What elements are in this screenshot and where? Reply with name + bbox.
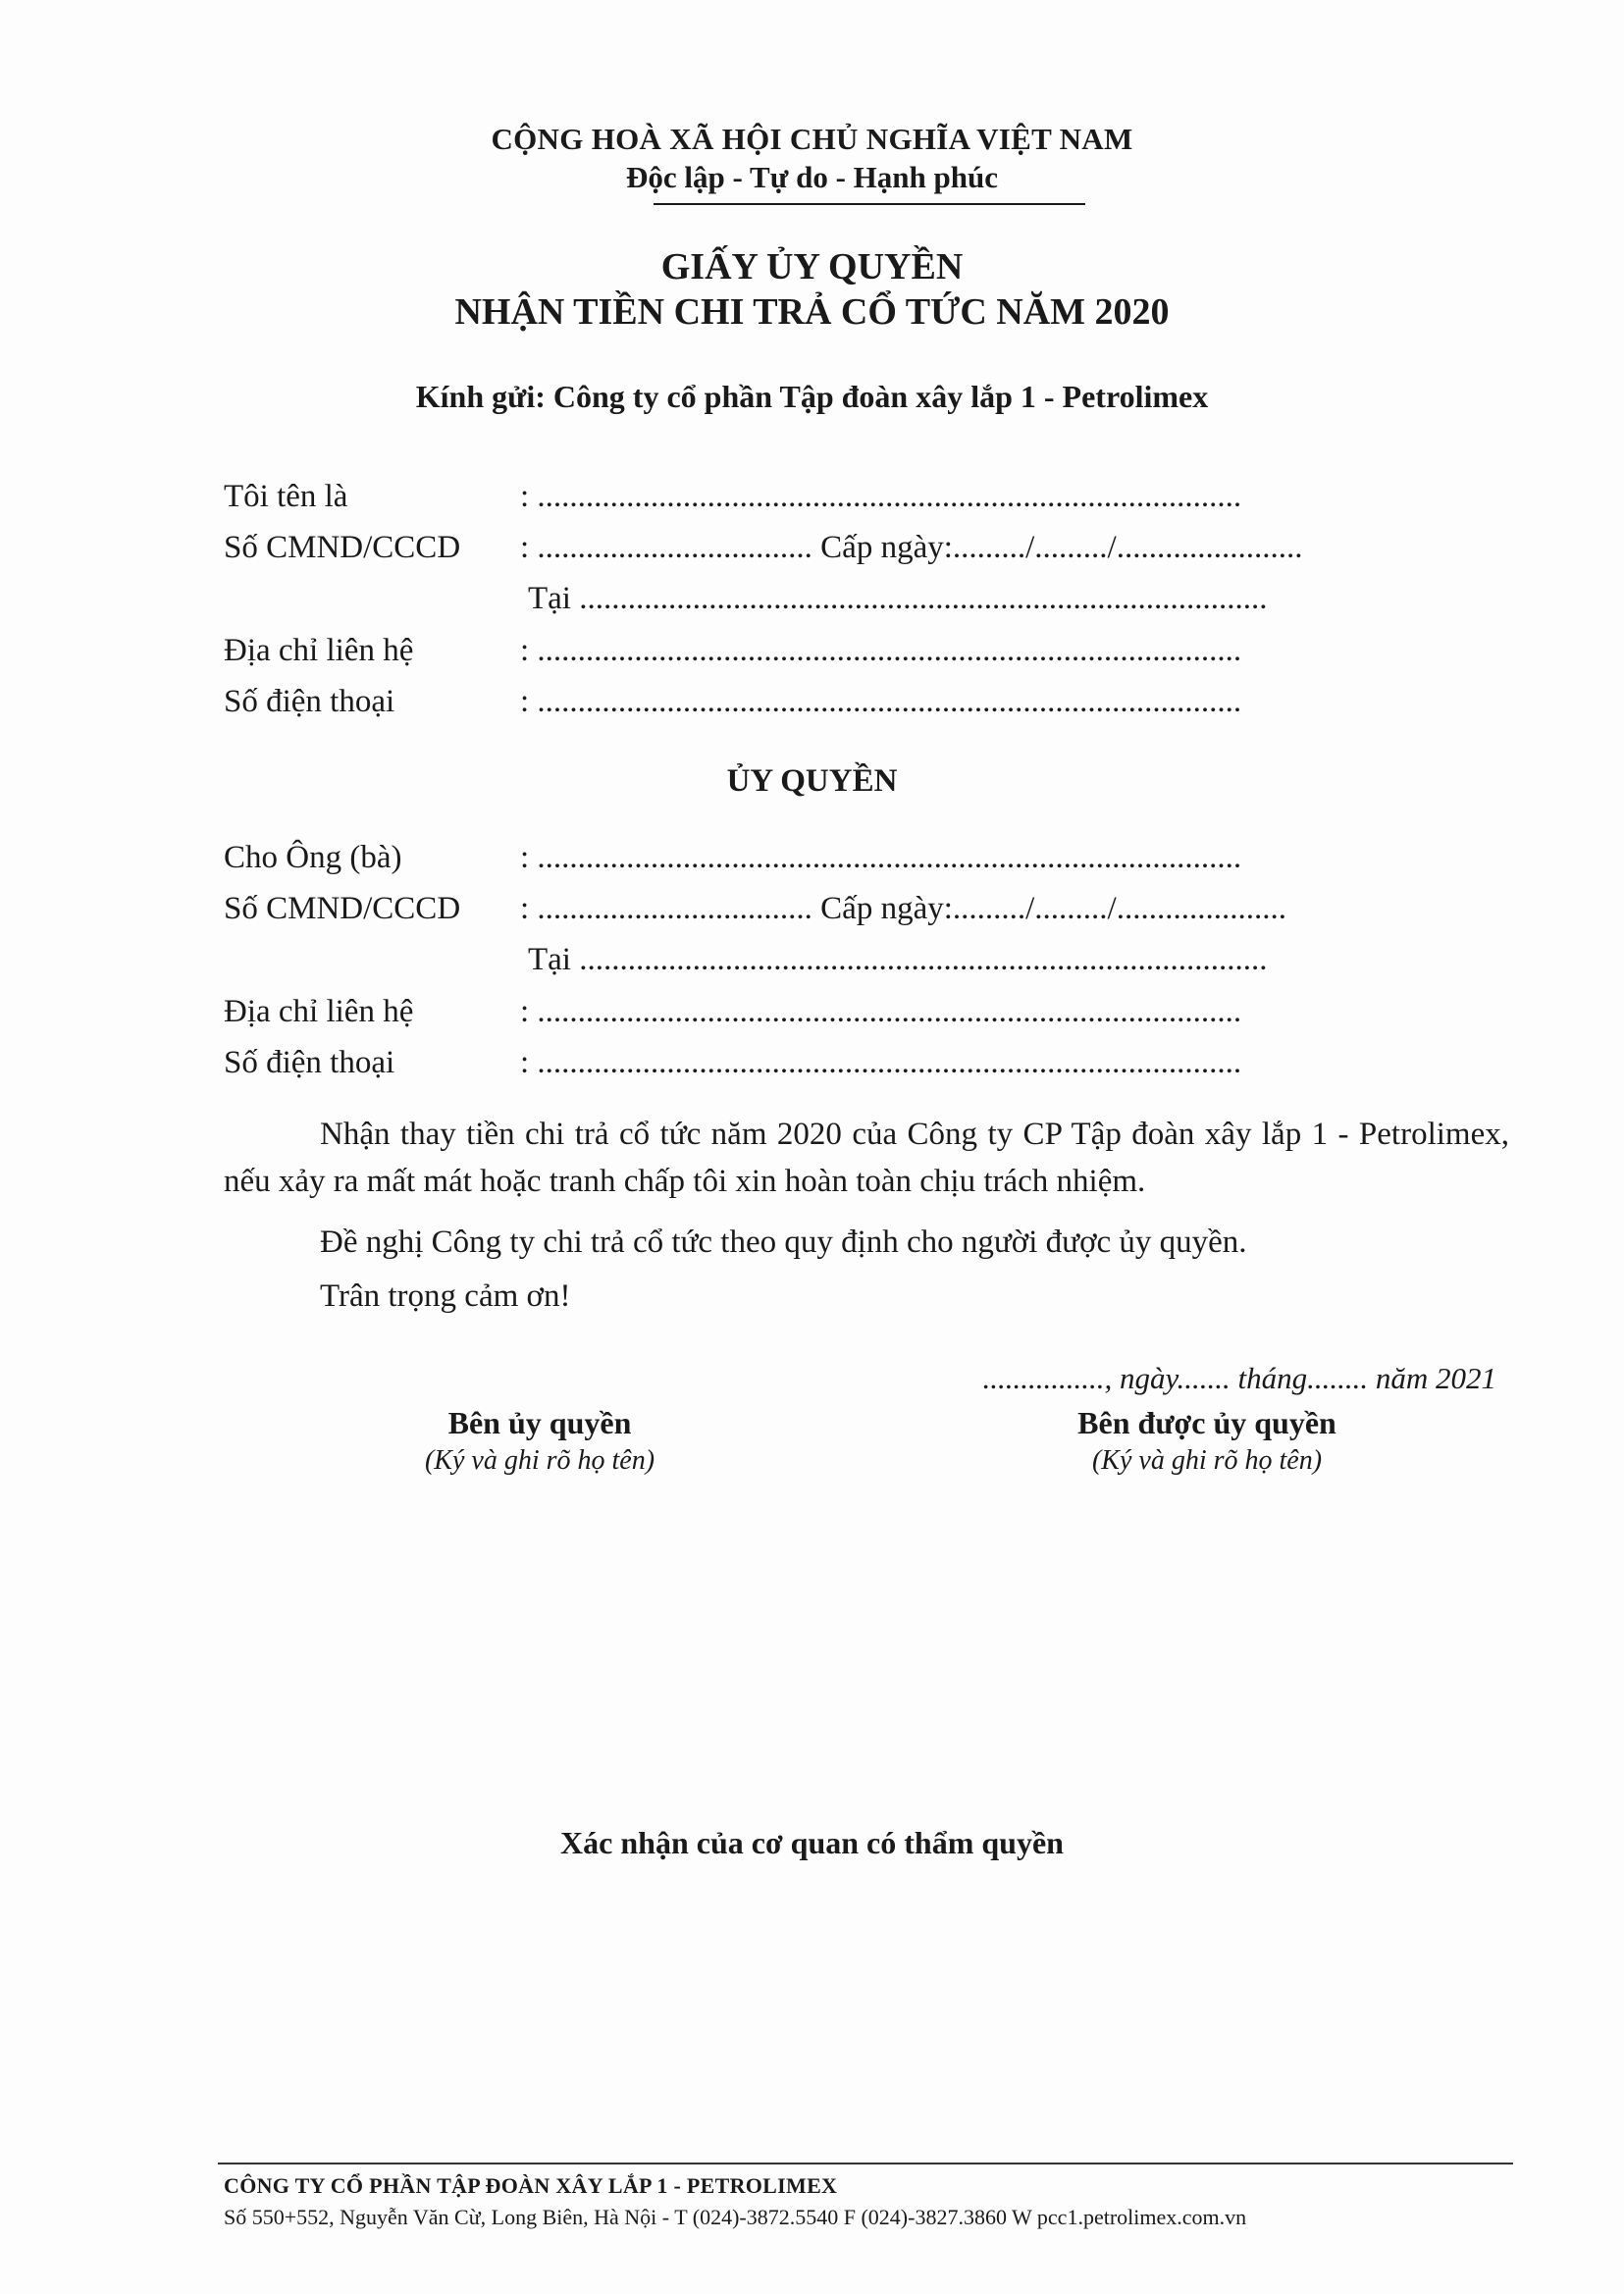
delegate-signature-title: Bên được ủy quyền <box>1077 1405 1336 1440</box>
body-paragraph-2: Đề nghị Công ty chi trả cổ tức theo quy định cho người được ủy quyền. <box>320 1225 1247 1260</box>
footer-divider <box>218 2163 1513 2164</box>
grantor-id-row <box>224 530 1509 575</box>
date-line[interactable]: ................, ngày....... tháng........ năm 2021 <box>982 1361 1496 1395</box>
delegate-address-row <box>224 994 1509 1039</box>
grantor-phone-row <box>224 684 1509 729</box>
grantor-phone-label: Số điện thoại <box>224 684 395 719</box>
document-title: GIẤY ỦY QUYỀN <box>660 246 964 287</box>
footer-address: Số 550+552, Nguyễn Văn Cừ, Long Biên, Hà Nội - T (024)-3872.5540 F (024)-3827.3860 W pcc1.petrolimex.com.vn <box>224 2205 1247 2229</box>
grantor-name-label: Tôi tên là <box>224 479 348 514</box>
national-motto: Độc lập - Tự do - Hạnh phúc <box>626 160 998 194</box>
delegate-place-field[interactable]: Tại ..................................................................................... <box>528 942 1268 977</box>
delegate-name-field[interactable]: : ....................................................................................... <box>520 840 1242 875</box>
grantor-signature-title: Bên ủy quyền <box>447 1405 632 1440</box>
delegate-id-row <box>224 891 1509 936</box>
delegate-address-label: Địa chỉ liên hệ <box>224 994 414 1029</box>
grantor-place-field[interactable]: Tại ..................................................................................... <box>528 581 1268 616</box>
delegate-address-field[interactable]: : ....................................................................................... <box>520 994 1242 1029</box>
delegate-id-field[interactable]: : .................................. Cấp ngày:........./........./..................... <box>520 891 1286 926</box>
delegate-name-row <box>224 840 1509 885</box>
recipient-line: Kính gửi: Công ty cổ phần Tập đoàn xây lắp 1 - Petrolimex <box>415 379 1209 414</box>
grantor-address-label: Địa chỉ liên hệ <box>224 633 414 668</box>
grantor-address-row <box>224 633 1509 678</box>
grantor-place-row <box>224 581 1509 626</box>
delegate-phone-row <box>224 1045 1509 1090</box>
delegate-name-label: Cho Ông (bà) <box>224 840 402 875</box>
grantor-name-field[interactable]: : ....................................................................................... <box>520 479 1242 514</box>
grantor-id-field[interactable]: : .................................. Cấp ngày:........./........./....................... <box>520 530 1303 565</box>
delegate-id-label: Số CMND/CCCD <box>224 891 461 926</box>
delegate-place-row <box>224 942 1509 987</box>
authority-confirmation: Xác nhận của cơ quan có thẩm quyền <box>560 1825 1064 1860</box>
delegate-phone-field[interactable]: : ....................................................................................... <box>520 1045 1242 1080</box>
document-subtitle: NHẬN TIỀN CHI TRẢ CỔ TỨC NĂM 2020 <box>454 291 1170 333</box>
grantor-phone-field[interactable]: : ....................................................................................... <box>520 684 1242 719</box>
delegate-phone-label: Số điện thoại <box>224 1045 395 1080</box>
national-title: CỘNG HOÀ XÃ HỘI CHỦ NGHĨA VIỆT NAM <box>491 122 1133 156</box>
footer-company-name: CÔNG TY CỔ PHẦN TẬP ĐOÀN XÂY LẮP 1 - PETROLIMEX <box>224 2173 838 2198</box>
body-paragraph-3: Trân trọng cảm ơn! <box>320 1278 571 1314</box>
delegate-signature-note: (Ký và ghi rõ họ tên) <box>1091 1445 1323 1476</box>
grantor-id-label: Số CMND/CCCD <box>224 530 461 565</box>
grantor-name-row <box>224 479 1509 524</box>
grantor-address-field[interactable]: : ....................................................................................... <box>520 633 1242 668</box>
motto-underline <box>654 203 1085 205</box>
body-paragraph-1: Nhận thay tiền chi trả cổ tức năm 2020 của Công ty CP Tập đoàn xây lắp 1 - Petrolimex, nếu xảy ra mất mát hoặc tranh chấp tôi xin hoàn toàn chịu trách nhiệm. <box>224 1117 1509 1199</box>
authorization-heading: ỦY QUYỀN <box>726 763 898 799</box>
grantor-signature-note: (Ký và ghi rõ họ tên) <box>424 1445 655 1476</box>
